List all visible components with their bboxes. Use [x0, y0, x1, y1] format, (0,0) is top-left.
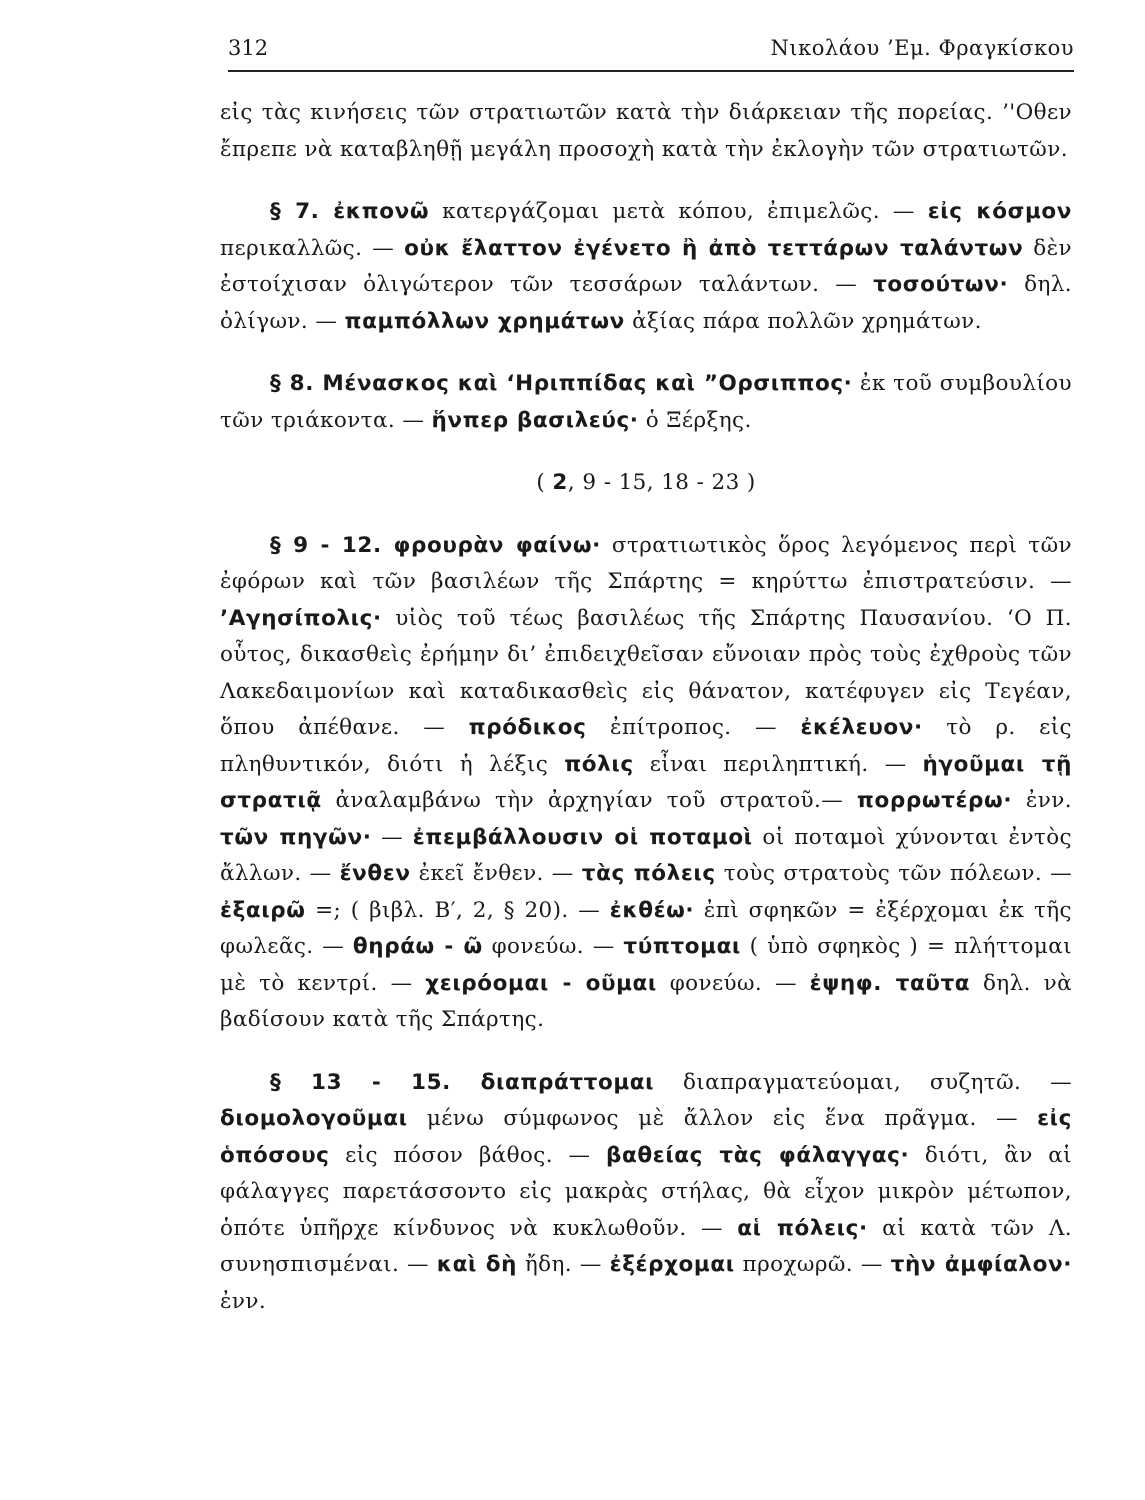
bold-term: ἐξαιρῶ: [220, 897, 306, 923]
bold-term: παμπόλλων χρημάτων: [344, 308, 625, 334]
bold-term: εἰς ὁπόσους: [220, 1106, 1072, 1168]
bold-term: διομολογοῦμαι: [220, 1106, 408, 1131]
bold-term: πόλις: [564, 751, 634, 777]
running-title: Νικολάου ’Εμ. Φραγκίσκου: [770, 36, 1074, 60]
text-run: δὲν ἐστοίχισαν ὀλιγώτερον τῶν τεσσάρων ταλάντων. —: [220, 235, 1072, 297]
text-run: =; ( βιβλ. Β′, 2, § 20). —: [305, 897, 610, 923]
text-run: ἐπίτροπος. —: [586, 715, 801, 740]
text-run: (: [536, 470, 553, 495]
bold-term: τοσούτων·: [873, 272, 1009, 297]
page-header: [228, 30, 1074, 72]
bold-term: ’Αγησίπολις·: [220, 605, 382, 631]
text-run: εἶναι περιληπτική. —: [633, 751, 923, 777]
bold-term: ἡγοῦμαι τῇ στρατιᾷ: [220, 751, 1072, 813]
bold-term: § 8. Μένασκος καὶ ‘Ηριππίδας καὶ ”Ορσιππος·: [270, 371, 853, 396]
bold-term: καὶ δὴ: [436, 1252, 518, 1277]
bold-term: ἐκέλευον·: [800, 715, 923, 740]
bold-term: ἔνθεν: [339, 861, 411, 886]
text-run: τὸ ρ. εἰς πληθυντικόν, διότι ἡ λέξις: [220, 715, 1072, 777]
text-run: ἤδη. —: [517, 1252, 610, 1277]
text-run: ἀξίας πάρα πολλῶν χρημάτων.: [624, 308, 982, 334]
text-run: προχωρῶ. —: [734, 1252, 891, 1277]
text-run: υἱὸς τοῦ τέως βασιλέως τῆς Σπάρτης Παυσανίου. ‘Ο Π. οὗτος, δικασθεὶς ἐρήμην δι’ ἐπιδειχθεῖσαν εὔνοιαν πρὸς τοὺς ἐχθροὺς τῶν Λακεδαιμονίων καὶ καταδικασθεὶς εἰς θάνατον, κατέφυγεν εἰς Τεγέαν, ὅπου ἀπέθανε. —: [220, 605, 1072, 740]
bold-term: § 7. ἐκπονῶ: [270, 199, 430, 224]
text-run: φονεύω. —: [482, 934, 624, 959]
paragraph-section-8: [220, 366, 1072, 439]
page-body: [220, 95, 1072, 1320]
text-run: δηλ. ὀλίγων. —: [220, 272, 1073, 334]
paragraph-section-9-12: [220, 528, 1072, 1039]
bold-term: ἥνπερ βασιλεύς·: [431, 407, 639, 433]
bold-term: εἰς κόσμον: [927, 199, 1072, 224]
page-number: 312: [228, 36, 269, 60]
bold-term: οὐκ ἔλαττον ἐγένετο ἢ ἀπὸ τεττάρων ταλάντων: [404, 235, 1024, 261]
text-run: διαπραγματεύομαι, συζητῶ. —: [654, 1069, 1072, 1095]
text-run: ἐνν.: [220, 1288, 267, 1314]
bold-term: πρόδικος: [468, 715, 587, 740]
bold-term: § 9 - 12. φρουρὰν φαίνω·: [270, 532, 601, 558]
bold-term: τὰς πόλεις: [581, 861, 716, 886]
text-run: ἀναλαμβάνω τὴν ἀρχηγίαν τοῦ στρατοῦ.—: [321, 788, 857, 813]
text-run: ὁ Ξέρξης.: [638, 407, 752, 433]
text-run: ( ὑπὸ σφηκὸς ) = πλήττομαι μὲ τὸ κεντρί. —: [220, 934, 1073, 996]
text-run: οἱ ποταμοὶ χύνονται ἐντὸς ἄλλων. —: [220, 824, 1072, 886]
text-run: ἐκεῖ ἔνθεν. —: [410, 861, 582, 886]
bold-term: χειρόομαι - οῦμαι: [425, 970, 657, 996]
text-run: ἐκ τοῦ συμβουλίου τῶν τριάκοντα. —: [220, 371, 1072, 433]
text-run: δηλ. νὰ βαδίσουν κατὰ τῆς Σπάρτης.: [220, 970, 1073, 1032]
text-run: εἰς τὰς κινήσεις τῶν στρατιωτῶν κατὰ τὴν διάρκειαν τῆς πορείας. ’'Οθεν ἔπρεπε νὰ καταβληθῇ μεγάλη προσοχὴ κατὰ τὴν ἐκλογὴν τῶν στρατιωτῶν.: [220, 100, 1072, 162]
bold-term: θηράω - ῶ: [352, 934, 483, 959]
bold-term: ἐξέρχομαι: [609, 1252, 735, 1277]
text-run: —: [371, 824, 413, 850]
bold-term: πορρωτέρω·: [856, 788, 1013, 813]
bold-term: 2: [552, 470, 568, 495]
text-run: κατεργάζομαι μετὰ κόπου, ἐπιμελῶς. —: [429, 199, 928, 224]
text-run: διότι, ἂν αἱ φάλαγγες παρετάσσοντο εἰς μακρὰς στήλας, θὰ εἶχον μικρὸν μέτωπον, ὁπότε ὑπῆρχε κίνδυνος νὰ κυκλωθοῦν. —: [220, 1142, 1072, 1241]
bold-term: τύπτομαι: [623, 934, 741, 959]
bold-term: τῶν πηγῶν·: [220, 824, 372, 850]
bold-term: ἐψηφ. ταῦτα: [809, 970, 971, 996]
bold-term: ἐπεμβάλλουσιν οἱ ποταμοὶ: [412, 824, 753, 850]
paragraph-intro: [220, 95, 1072, 168]
paragraph-section-7: [220, 194, 1072, 340]
bold-term: τὴν ἀμφίαλον·: [890, 1252, 1072, 1277]
text-run: εἰς πόσον βάθος. —: [329, 1142, 607, 1168]
text-run: ἐπὶ σφηκῶν = ἐξέρχομαι ἐκ τῆς φωλεᾶς. —: [220, 897, 1072, 959]
text-run: ἐνν.: [1012, 788, 1072, 813]
bold-term: αἱ πόλεις·: [737, 1215, 868, 1241]
bold-term: βαθείας τὰς φάλαγγας·: [606, 1142, 910, 1168]
text-run: στρατιωτικὸς ὅρος λεγόμενος περὶ τῶν ἐφόρων καὶ τῶν βασιλέων τῆς Σπάρτης = κηρύττω ἐπιστρατεύσιν. —: [220, 532, 1072, 594]
text-run: , 9 - 15, 18 - 23 ): [567, 470, 756, 495]
text-run: αἱ κατὰ τῶν Λ. συνησπισμέναι. —: [220, 1215, 1072, 1277]
text-run: μένω σύμφωνος μὲ ἄλλον εἰς ἕνα πρᾶγμα. —: [407, 1106, 1038, 1131]
text-run: περικαλλῶς. —: [220, 235, 405, 261]
paragraph-section-13-15: [220, 1065, 1072, 1321]
text-run: φονεύω. —: [656, 970, 810, 996]
text-run: τοὺς στρατοὺς τῶν πόλεων. —: [715, 861, 1072, 886]
chapter-reference: [220, 465, 1072, 502]
bold-term: ἐκθέω·: [609, 897, 695, 923]
bold-term: § 13 - 15. διαπράττομαι: [270, 1069, 655, 1095]
